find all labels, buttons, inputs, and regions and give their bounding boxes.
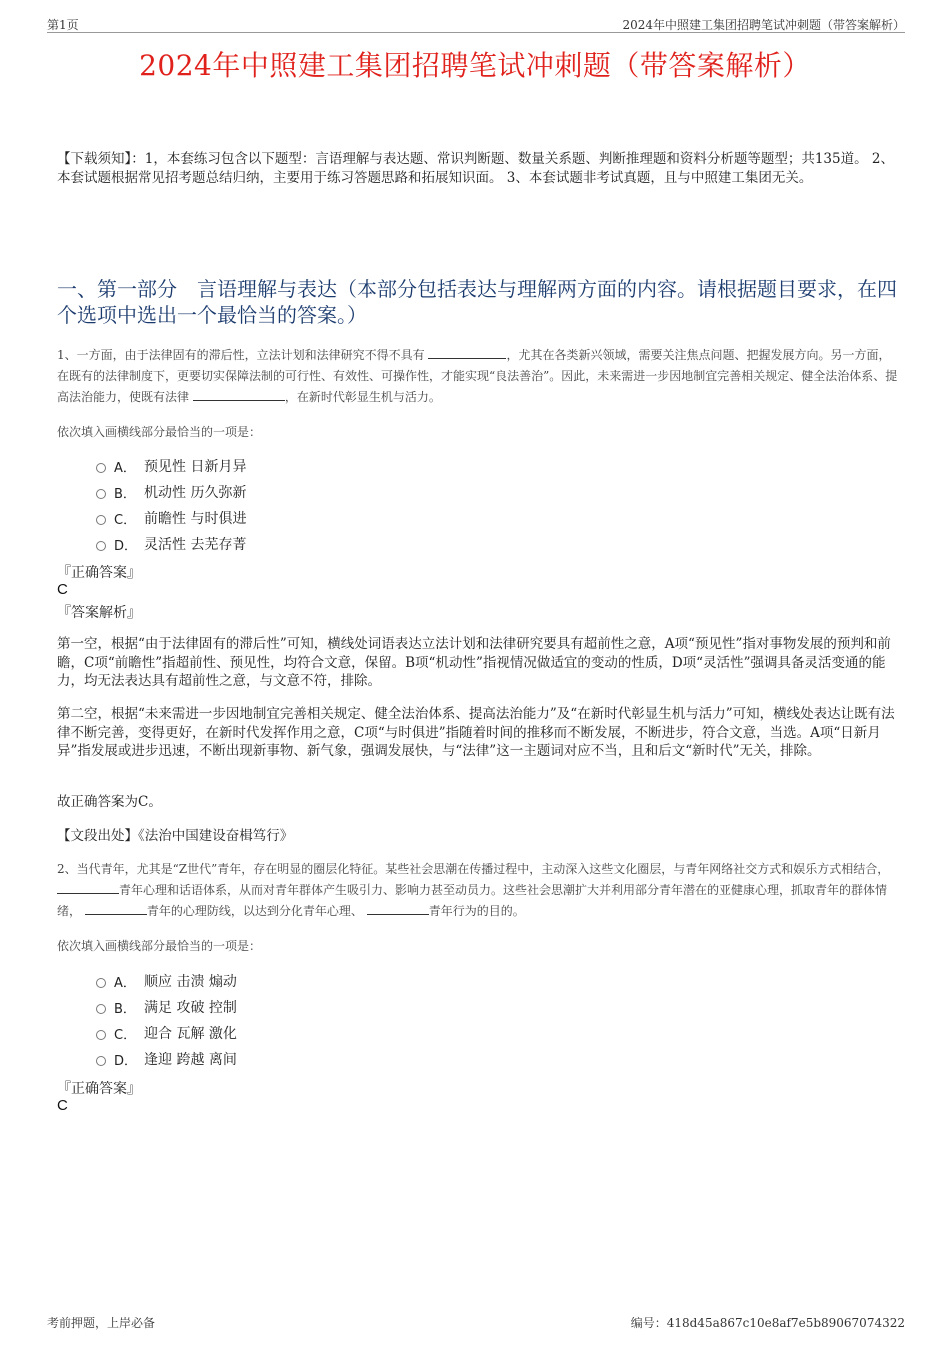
analysis-paragraph-2: 第二空，根据“未来需进一步因地制宜完善相关规定、健全法治体系、提高法治能力”及“在新时代彰显生机与活力”可知，横线处表达让既有法律不断完善，变得更好，在新时代发挥作用之意，C项“与时俱进”指随着时间的推移而不断发展，不断进步，符合文意，当选。A项“日新月异”指发展或进步迅速，不断出现新事物、新气象，强调发展快，与“法律”这一主题词对应不当，且和后文“新时代”无关，排除。 [57,706,895,759]
question-2-option-a[interactable] [96,971,237,991]
footer-code: 编号：418d45a867c10e8af7e5b89067074322 [630,1316,905,1330]
question-2-text-part: 青年行为的目的。 [428,904,525,918]
question-2-option-d[interactable] [96,1049,237,1069]
radio-icon[interactable] [96,1056,106,1066]
correct-answer-label: 『正确答案』 [57,1081,141,1097]
option-text: 顺应 击溃 煽动 [144,974,237,990]
header-doc-title: 2024年中照建工集团招聘笔试冲刺题（带答案解析） [622,18,905,32]
radio-icon[interactable] [96,515,106,525]
answer-blank [57,881,119,894]
radio-icon[interactable] [96,1004,106,1014]
answer-blank [428,346,506,359]
question-1-option-c[interactable] [96,508,246,528]
radio-icon[interactable] [96,489,106,499]
option-letter: D． [114,1053,138,1069]
question-2-text [57,859,902,922]
option-letter: B． [114,1001,136,1017]
option-letter: A． [114,975,136,991]
question-1-text-part: ，在新时代彰显生机与活力。 [284,390,441,404]
radio-icon[interactable] [96,463,106,473]
text-source: 【文段出处】《法治中国建设奋楫笃行》 [57,828,294,844]
question-2-option-c[interactable] [96,1023,237,1043]
question-1-prompt: 依次填入画横线部分最恰当的一项是： [57,425,262,439]
radio-icon[interactable] [96,978,106,988]
question-2-text-part: 青年心理和话语体系，从而对青年群体产生吸引力、影响力甚至动员力。这些社会思潮扩大并利用部分青年潜在的亚健康心理，抓取青年的群体情绪， [57,883,888,918]
analysis-conclusion: 故正确答案为C。 [57,794,162,810]
correct-answer: C [57,1097,68,1114]
answer-blank [367,902,429,915]
option-letter: C． [114,1027,137,1043]
question-2-text-part: 青年的心理防线，以达到分化青年心理、 [146,904,363,918]
answer-blank [193,388,285,401]
document-title: 2024年中照建工集团招聘笔试冲刺题（带答案解析） [139,49,811,82]
radio-icon[interactable] [96,541,106,551]
question-1-option-a[interactable] [96,456,246,476]
download-notice: 【下载须知】：1，本套练习包含以下题型：言语理解与表达题、常识判断题、数量关系题、判断推理题和资料分析题等题型；共135道。 2、本套试题根据常见招考题总结归纳，主要用于练习答题思路和拓展知识面。 3、本套试题非考试真题，且与中照建工集团无关。 [57,151,894,186]
radio-icon[interactable] [96,1030,106,1040]
section-heading: 一、第一部分 言语理解与表达（本部分包括表达与理解两方面的内容。请根据题目要求，在四个选项中选出一个最恰当的答案。） [57,277,897,327]
question-2-option-b[interactable] [96,997,237,1017]
option-text: 前瞻性 与时俱进 [144,511,247,527]
option-text: 灵活性 去芜存菁 [144,537,247,553]
option-text: 机动性 历久弥新 [144,485,247,501]
question-1-text-part: ，尤其在各类新兴领域，需要关注焦点问题、把握发展方向。另一方面，在既有的法律制度下，更要切实保障法制的可行性、有效性、可操作性，才能实现“良法善治”。因此，未来需进一步因地制宜完善相关规定、健全法治体系、提高法治能力，使既有法律 [57,348,898,404]
answer-blank [85,902,147,915]
option-letter: A． [114,460,136,476]
page-number: 第1页 [47,18,79,32]
question-1-option-b[interactable] [96,482,246,502]
analysis-paragraph-1: 第一空，根据“由于法律固有的滞后性”可知，横线处词语表达立法计划和法律研究要具有超前性之意，A项“预见性”指对事物发展的预判和前瞻，C项“前瞻性”指超前性、预见性，均符合文意，保留。B项“机动性”指视情况做适宜的变动的性质，D项“灵活性”强调具备灵活变通的能力，均无法表达具有超前性之意，与文意不符，排除。 [57,636,891,689]
page-header [47,14,905,33]
option-text: 预见性 日新月异 [144,459,247,475]
question-1-option-d[interactable] [96,534,246,554]
option-letter: C． [114,512,137,528]
analysis-label: 『答案解析』 [57,605,141,621]
question-1-text-part: 1、一方面，由于法律固有的滞后性，立法计划和法律研究不得不具有 [57,348,425,362]
option-letter: D． [114,538,138,554]
question-1-text [57,345,902,408]
footer-slogan: 考前押题，上岸必备 [47,1316,156,1330]
question-2-text-part: 2、当代青年，尤其是“Z世代”青年，存在明显的圈层化特征。某些社会思潮在传播过程中，主动深入这些文化圈层，与青年网络社交方式和娱乐方式相结合， [57,862,890,876]
option-text: 迎合 瓦解 激化 [144,1026,237,1042]
option-text: 满足 攻破 控制 [144,1000,237,1016]
question-2-prompt: 依次填入画横线部分最恰当的一项是： [57,939,262,953]
option-text: 逢迎 跨越 离间 [144,1052,237,1068]
option-letter: B． [114,486,136,502]
correct-answer-label: 『正确答案』 [57,565,141,581]
correct-answer: C [57,581,68,598]
